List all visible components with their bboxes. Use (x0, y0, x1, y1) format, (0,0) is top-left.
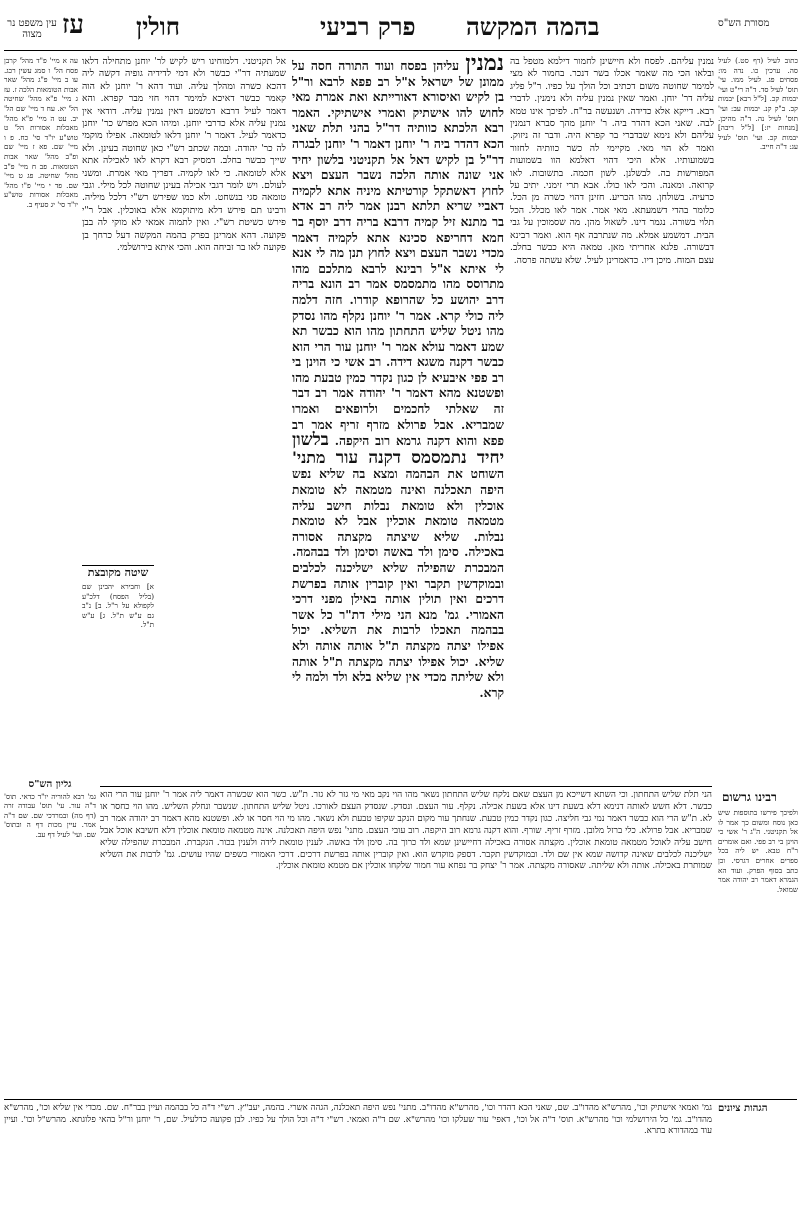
rabbeinu-gershom-commentary: הני תלת שליש התחתון. וכי השתא דשייכא מן העצם שאם נלקח שליש התחתון נשאר מהו הוי נקב מאי מי גזר לא גזר. ת"ש. כשר הוא שכשרה דאמר ליה אמר ר' יוחנן עור הרי הוא כבשר. דלא חשש לאותה דנימא דלא בשעת דינו אלא בשעת אכילה. נקלף. עור העצם. ונסדק. שנסדק העצם לאורכו. ניטל שליש התחתון. שנשבר ונחלק השליש. מהו הוי כחסר או לא. ת"ש הרי הוא כבשר דאמר נמי גבי חליצה. כגון נקדר כמין טבעת. שנחתך עור מקום הנקב שקיפו טבעת ולא נשאר. מהו מי הוי חסר או לא. ופשטנא מהא דאמר רב יהודה אמר רב שמבריא. אבל פרולא. כלי ברזל מלובן. מזרף זריף. שורף. והוא דקנה גרמא רוב היקפה. רוב עובי העצם. מתני' נפש היפה תאכלנה. אינה מטמאה טומאת אוכלין דלא חשיבא אוכל אבל חישב עליה לאוכל מטמאה טומאת אוכלין. מקצתה אסורה באכילה דחיישינן שמא ולד כרוך בה. סימן ולד באשה. לענין טומאת לידה ולענין בכור. הנקברת. המבכרת שהפילה שליא ישליכנה לכלבים שאינה קדושה שמא אין שם ולד. ובמוקדשין תקבר. דספק מוקדש הוא. ואין קוברין אותה בפרשת דרכים. דרכי האמורי כשפים שהיו עושים. גמ' לרבות את השליא שמותרת באכילה. אותה ולא שליתה. שאסורה מקצתה. אמר ר' יצחק בר נפחא עור חמור שלקחו אוכלין אם מטמא טומאת אוכלין. (100, 790, 712, 872)
tosafot-commentary: אל תקניטני. דלמוחינו ריש לקיש לר' יוחנן מתחילה דלאו שמעתיה דר"י כבשר ולא דמי לדידיה גופיה דקשה ליה דהכא כשרה ומהלך עליה. ועוד דהא ר' יוחנן לא הוה קאמר כבשר דאיכא למימר דהוי חזי מבר קפרא. והא דאמר לעיל דרבא דמשמע דאין נמנין עליה. דודאי אין נמנין עליה אלא כדרבי יוחנן. ומיהו הכא מפרש כר' יוחנן כדאמר לעיל. דאמר ר' יוחנן דלאו לטומאה. אפילו מוקמי לה כר' יהודה. ובמה שכתב רש"י כאן שחוטה בעינן. ולא שייך כבשר בחלב. דמסיק רבא דקרא לאו לאכילה אתא אלא לטומאה. כי לאו לקמיה. דפריך מאי אמרת. ומשני לעולם. ויש לומר דגבי אכילה בעינן שחוטה לכל מילי. וגבי טומאה סגי בנשחט. ולא כמו שפירש רש"י דלכל מיליה. ורבינו תם פירש דלא מיתוקמא אלא באוכלין. אבל ר"י פירש כשיטת רש"י. ואין לתמוה אמאי לא מוקי לה בבן פקועה. דהא אמרינן בפרק בהמה המקשה דעל כרחך בן פקועה לאו בר זביחה הוא. והכי איתא בירושלמי. (82, 56, 286, 254)
gilyon-hashas-title: גליון הש"ס (28, 780, 72, 790)
mishna-body: השוחט את הבהמה ומצא בה שליא נפש היפה תאכלנה ואינה מטמאה לא טומאת אוכלין ולא טומאת נבלות חישב עליה מטמאה טומאת אוכלין אבל לא טומאת נבלות. שליא שיצתה מקצתה אסורה באכילה. סימן ולד באשה וסימן ולד בבהמה. המבכרת שהפילה שליא ישליכנה לכלבים ובמוקדשין תקבר ואין קוברין אותה בפרשת דרכים ואין תולין אותה באילן מפני דרכי האמורי. גמ' מנא הני מילי דת"ר כל אשר בבהמה תאכלו לרבות את השליא. יכול אפילו יצתה מקצתה ת"ל אותה אותה ולא שליא. יכול אפילו יצתה מקצתה ת"ל אותה ולא שליתה מכדי אין שליא בלא ולד ולמה לי קרא. (292, 467, 504, 700)
page-header (0, 6, 801, 46)
gemara-body: עליהן בפסח ועוד התורה חסה על ממונן של ישראל א"ל רב פפא לרבא ור"ל בן לקיש ואיסורא דאורייתא ואת אמרת מאי לחוש להו אישתיק ואמרי אישתיקי. האמר רבא הלכתא כוותיה דר"ל בהני תלת שאני הכא דהדר ביה ר' יוחנן דאמר ר' יוחנן לבגרה דר"ל בן לקיש דאל אל תקניטני בלשון יחיד אני שונה אותה הלכה נשבר העצם ויצא לחוץ דאשתקל קורטיתא מיניה אתא לקמיה דאביי שריא תלתא רבנן אמר ליה רב אדא בר מתנא זיל קמיה דרבא בריה דרב יוסף בר חמא דחריפא סכינא אתא לקמיה דאמר מכדי נשבר העצם ויצא לחוץ תנן מה לי אנא לי איתא א"ל רבינא לרבא מתלכם מהו מתרוסס מהו מתמסמס אמר רב הונא בריה דרב יהושע כל שהרופא קודרו. חזה דלמה ליה כולי קרא. אמר ר' יוחנן נקלף מהו נסדק מהו ניטל שליש התחתון מהו הוא כבשר תא שמע דאמר עולא אמר ר' יוחנן עור הרי הוא כבשר דקנה משגא דידה. רב אשי כי הוינן בי רב פפי איבעיא לן כגון נקדר כמין טבעת מהו ופשטנא מהא דאמר ר' יהודה אמר רב דבר זה שאלתי לחכמים ולרופאים ואמרו שמבריא. אבל פרולא מזרף זריף אמר רב פפא והוא דקנה גרמא רוב היקפה. (292, 59, 504, 449)
page-number: עז (62, 10, 84, 40)
rabbeinu-gershom-title: רבינו גרשום (722, 790, 777, 804)
hagahot-tziyunim-text: גמ' ואמאי אישתיק וכו', מהרש"א מהדו"ב. שם, שאני הכא דהדר וכו', מהרש"א מהדו"ב. מתני' נפש היפה תאכלנה, הגהה אשרי. בהמה, יעב"ץ. רש"י ד"ה כל בבהמה ועיין בבר"ח. שם. מכדי אין שליא וכו', מהרש"א מהדו"ב. גמ' כל הירושלמי וכו' מהרש"א. תוס' ד"ה אל וכו', דאפי' עור שעלקו וכו' מהרש"א. שם ד"ה ואמאי. רש"י ד"ה וכל הולך על כפיו. לבן פקועה כדלעיל. שם, ר' יוחנן ור"ל בהאי פלוגתא. מהרש"ל וכו'. ועיין עוד במהדורא בתרא. (4, 1103, 712, 1137)
gilyon-hashas-column (4, 780, 96, 1080)
chapter-title: בהמה המקשה (466, 12, 600, 41)
ein-mishpat-column: עה א מיי' פ"ד מהל' קרבן פסח הל' ו סמג עשין רכג. עו ב מיי' פ"ג מהל' שאר אבות הטומאות הלכה ז. עז ג מיי' פ"א מהל' שחיטה הל' יא. עח ד מיי' שם הל' יב. עט ה מיי' פ"א מהל' מאכלות אסורות הל' ט טוש"ע יו"ד סי' כח. פ ו מיי' שם. פא ז מיי' שם ופ"ב מהל' שאר אבות הטומאות. פב ח מיי' פ"ב מהל' שחיטה. פג ט מיי' שם. פד י מיי' פ"ו מהל' מאכלות אסורות טוש"ע יו"ד סי' יג סעיף ב. (4, 56, 78, 209)
bottom-section-rule (100, 786, 712, 787)
mishna-label: מתני' (292, 447, 326, 467)
gemara-heading-word-2: בלשון יחיד (292, 430, 504, 468)
rabbeinu-gershom-sidenote: ולפיכך פירשו בתוספות שיש כאן נוסח ומשום כך אמר לו אל תקניטני. ה"ג ר' אשי כי הוינן בי רב פפי. ואם אומרים ר"ח טבא. יש ליה בכל ספרים אחרים דגרסי. וכן כתב בסוף הפרק. ועוד הא הגמרא דאמר רב יהודה אמר שמואל. (718, 808, 798, 894)
chapter-number: פרק רביעי (320, 12, 416, 41)
gemara-heading-word-4: דקנה (368, 447, 401, 468)
mesoret-hashas-column: כתוב לעיל (דף סט.) לעיל סה. ערכין כו. נדה מו: פסחים פג. לעיל ממו. עי' תוס' לעיל סד. ד"ה רי"ט ועי' יבמות קכ. [ל"ל רבא] יבמות קכ. ב"ק קנ. יבמות עב: ועי' תוס' לעיל נה. ד"ה מהיכן. [מנחות יז:] [ל"ל ריבה] יבמות קכ. ועי' תוס' לעיל עג: ד"ה חייב. (718, 56, 798, 152)
mesoret-hashas-label: מסורת הש"ס (718, 18, 770, 29)
hagahot-tziyunim-title: הגהות ציונים (718, 1103, 768, 1114)
gemara-heading-word-5: עור (335, 447, 359, 468)
shita-mekubetzet-body: א] וחבירא יהבינן שם (בליל הפסח) דלכ"ע לקפולא על ר"ל. ב] נ"ב גם ע"ש ת"ל. ג] ע"ש ת"ל. (82, 582, 154, 630)
rashi-commentary: נמנין עליהם. לפסח ולא חיישינן לחמור דילמא מטפל בה ובלאו הכי מה שאמר אכלו בשר דנכר. בחמור לא מצי למימר שחוטה משום דכתיב וכל הולך על כפיו. ר"ל פליג עליה דר' יוחן. ואמר שאין נמנין עליה ולא נימנין. לדברי רבא. דייקא אלא כדידה. ושנעשה בר"ח. לפיכך אינו טמא לבה. שאני הכא דהדר ביה. ר' יוחנן מהך סברא דנמנין עליהם ולא נימא שבדברי בר קפרא היה. ודבר זה ניזוק. ואמר לא הוי מאי. מקיימי לה כשר כוותיה לחזור בשמועותיו. אלא היכי דהוי דאלמא הוו בשמועות המפורשות בה. לבשלנן. לשון חכמה. בתשובות. לאו קרואה. ומאנה. והכי לאו כולו. אבא תרי זימני. יתיב על כרעיה. בשולחן. מהו הכריע. חזינן דהוי כשרה מן הכל. כלומר בהדי דשמעתא. מאי אמר. אמר לאו מכלל. הכל תלוי בשורה. נגמר דינו. לשאול מהן. מה שסמוכין על גבי הבית. דמשמע אמלא. מה שנתרבה אף הוא. ואמר רבינא דבשורה. פלגא אחריתי מאן. טמאה היא כבשר בחלב. עצם המוח. מיכן דיו. כדאמרינן לעיל. שלא עשתה פרסה. (510, 56, 714, 266)
gemara-opening-word: נמנין (465, 56, 504, 76)
gilyon-hashas-body: גמ' רבא להוריה יו"ד כדאי. תוס' ד"ה עור. עי' תוס' עבודה זרה (דף מה) ובמרדכי שם. שם ד"ה אמר. עיין מכות דף ה ובתוס' שם. ועי' לעיל דף עב. (4, 791, 96, 839)
gemara-heading-word-3: נתמסמס (411, 447, 467, 468)
header-rule (4, 50, 797, 51)
shita-mekubetzet-title: שיטה מקובצת (87, 566, 149, 579)
ein-mishpat-label: עין משפט נר מצוה (7, 18, 57, 40)
footer-rule (4, 1099, 797, 1100)
tractate-title: חולין (136, 12, 180, 41)
